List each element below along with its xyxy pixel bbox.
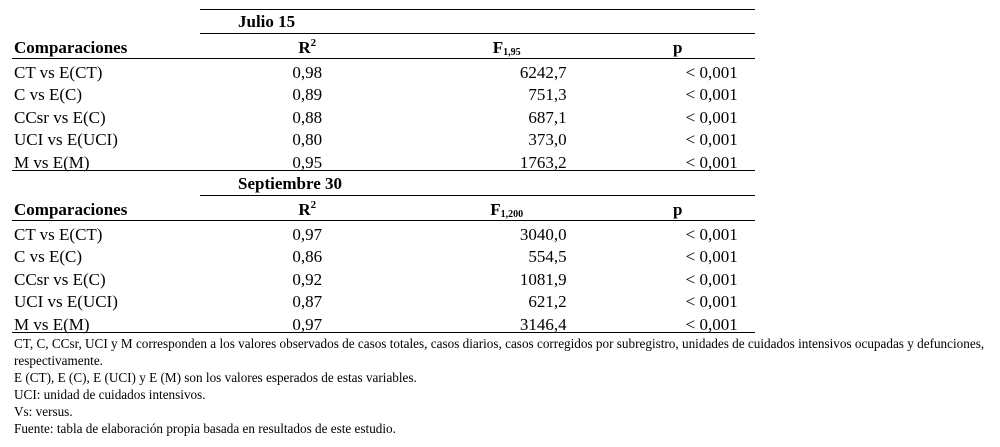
cell-r2: 0,89 bbox=[292, 85, 323, 104]
cell-f: 1081,9 bbox=[519, 269, 567, 289]
cell-r2: 0,97 bbox=[292, 314, 323, 334]
section-septiembre bbox=[12, 170, 755, 332]
cell-r2: 0,98 bbox=[292, 62, 323, 82]
header-p: p bbox=[672, 37, 683, 57]
table-row bbox=[12, 220, 755, 243]
cell-f: 373,0 bbox=[528, 130, 567, 149]
cell-f: 6242,7 bbox=[519, 62, 567, 82]
cell-comparison: C vs E(C) bbox=[14, 247, 82, 266]
header-r2: $R^2$ bbox=[298, 36, 317, 57]
note-uci: UCI: unidad de cuidados intensivos. bbox=[14, 387, 206, 402]
cell-comparison: C vs E(C) bbox=[14, 85, 82, 104]
cell-f: 751,3 bbox=[528, 85, 567, 104]
header-f: $F_{1,200}$ bbox=[490, 199, 524, 220]
table-row bbox=[12, 81, 755, 104]
cell-p: < 0,001 bbox=[685, 107, 738, 127]
cell-comparison: CT vs E(CT) bbox=[14, 62, 103, 82]
period-title: Julio 15 bbox=[238, 12, 296, 31]
table-row bbox=[12, 310, 755, 333]
table-row bbox=[12, 148, 755, 171]
header-f: $F_{1,95}$ bbox=[492, 37, 521, 58]
cell-comparison: M vs E(M) bbox=[14, 314, 90, 334]
table-row bbox=[12, 265, 755, 288]
cell-f: 621,2 bbox=[528, 292, 567, 311]
cell-p: < 0,001 bbox=[685, 130, 738, 149]
cell-r2: 0,86 bbox=[292, 247, 323, 266]
cell-f: 1763,2 bbox=[519, 152, 567, 172]
table-row bbox=[12, 243, 755, 266]
cell-f: 687,1 bbox=[528, 107, 567, 127]
cell-r2: 0,87 bbox=[292, 292, 323, 311]
cell-r2: 0,88 bbox=[292, 107, 323, 127]
cell-comparison: CCsr vs E(C) bbox=[14, 269, 106, 289]
header-row bbox=[12, 195, 755, 218]
results-table bbox=[12, 9, 755, 332]
table-notes bbox=[14, 335, 994, 437]
table-row bbox=[12, 288, 755, 311]
cell-p: < 0,001 bbox=[685, 85, 738, 104]
cell-comparison: UCI vs E(UCI) bbox=[14, 292, 118, 311]
cell-comparison: CCsr vs E(C) bbox=[14, 107, 106, 127]
cell-p: < 0,001 bbox=[685, 152, 738, 172]
cell-p: < 0,001 bbox=[685, 269, 738, 289]
cell-p: < 0,001 bbox=[685, 292, 738, 311]
table-row bbox=[12, 126, 755, 149]
cell-r2: 0,80 bbox=[292, 130, 323, 149]
rule-top bbox=[200, 9, 755, 10]
data-rows bbox=[12, 220, 755, 333]
cell-r2: 0,95 bbox=[292, 152, 323, 172]
cell-r2: 0,97 bbox=[292, 224, 323, 244]
cell-f: 554,5 bbox=[528, 247, 567, 266]
cell-p: < 0,001 bbox=[685, 314, 738, 334]
rule-top bbox=[12, 170, 755, 171]
header-r2: $R^2$ bbox=[298, 198, 317, 219]
note-expected: E (CT), E (C), E (UCI) y E (M) son los valores esperados de estas variables. bbox=[14, 370, 417, 385]
section-julio bbox=[12, 9, 755, 170]
header-comparaciones: Comparaciones bbox=[14, 199, 128, 219]
data-rows bbox=[12, 58, 755, 171]
table-row bbox=[12, 103, 755, 126]
note-source: Fuente: tabla de elaboración propia basada en resultados de este estudio. bbox=[14, 421, 396, 436]
period-title: Septiembre 30 bbox=[238, 174, 343, 193]
cell-f: 3146,4 bbox=[519, 314, 567, 334]
header-comparaciones: Comparaciones bbox=[14, 37, 128, 57]
header-row bbox=[12, 33, 755, 56]
note-abbreviations: CT, C, CCsr, UCI y M corresponden a los valores observados de casos totales, casos diarios, casos corregidos por subregistro, unidades de cuidados intensivos ocupadas y defunciones, respectivamente. bbox=[14, 336, 985, 368]
cell-p: < 0,001 bbox=[685, 247, 738, 266]
cell-f: 3040,0 bbox=[519, 224, 567, 244]
cell-p: < 0,001 bbox=[685, 62, 738, 82]
header-p: p bbox=[672, 199, 683, 219]
cell-comparison: CT vs E(CT) bbox=[14, 224, 103, 244]
table-row bbox=[12, 58, 755, 81]
cell-p: < 0,001 bbox=[685, 224, 738, 244]
cell-comparison: UCI vs E(UCI) bbox=[14, 130, 118, 149]
cell-r2: 0,92 bbox=[292, 269, 323, 289]
note-vs: Vs: versus. bbox=[14, 404, 73, 419]
rule-bottom bbox=[12, 332, 755, 333]
cell-comparison: M vs E(M) bbox=[14, 152, 90, 172]
